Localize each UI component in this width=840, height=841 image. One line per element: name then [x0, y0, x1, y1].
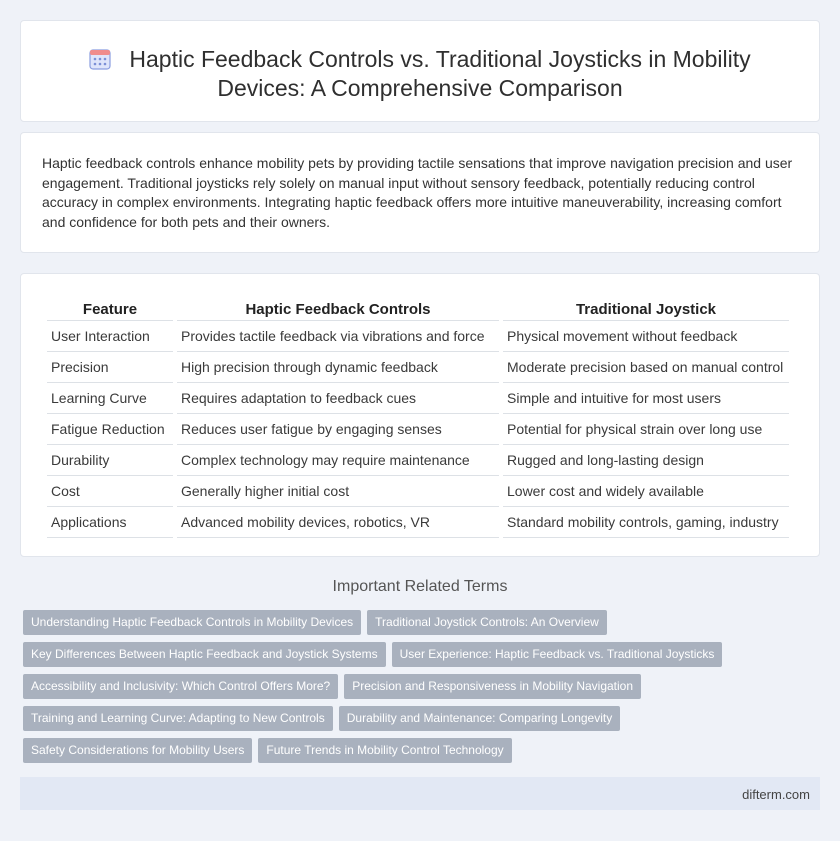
- related-terms-row: [23, 642, 813, 674]
- page-title-text: Haptic Feedback Controls vs. Traditional Joysticks in Mobility Devices: A Comprehensive Comparison: [129, 46, 751, 101]
- table-cell: Potential for physical strain over long use: [503, 414, 789, 445]
- table-cell: Physical movement without feedback: [503, 321, 789, 352]
- table-header-row: [47, 296, 789, 321]
- related-term-tag[interactable]: Safety Considerations for Mobility Users: [23, 738, 252, 763]
- table-cell: Simple and intuitive for most users: [503, 383, 789, 414]
- table-row: [47, 383, 789, 414]
- table-cell: Advanced mobility devices, robotics, VR: [177, 507, 499, 538]
- table-cell: High precision through dynamic feedback: [177, 352, 499, 383]
- table-cell: Lower cost and widely available: [503, 476, 789, 507]
- table-cell: Cost: [47, 476, 173, 507]
- related-terms-row: [23, 706, 813, 738]
- table-row: [47, 445, 789, 476]
- table-cell: Applications: [47, 507, 173, 538]
- table-cell: Reduces user fatigue by engaging senses: [177, 414, 499, 445]
- table-row: [47, 352, 789, 383]
- related-terms-row: [23, 738, 813, 770]
- table-cell: Standard mobility controls, gaming, industry: [503, 507, 789, 538]
- table-row: [47, 321, 789, 352]
- table-cell: Requires adaptation to feedback cues: [177, 383, 499, 414]
- related-terms-row: [23, 610, 813, 642]
- table-row: [47, 476, 789, 507]
- intro-card: [20, 132, 820, 253]
- table-cell: Fatigue Reduction: [47, 414, 173, 445]
- related-term-tag[interactable]: Training and Learning Curve: Adapting to New Controls: [23, 706, 333, 731]
- column-header: Feature: [47, 296, 173, 321]
- related-terms-list: [23, 610, 813, 770]
- table-cell: User Interaction: [47, 321, 173, 352]
- related-term-tag[interactable]: User Experience: Haptic Feedback vs. Traditional Joysticks: [392, 642, 723, 667]
- comparison-table: [43, 296, 793, 538]
- comparison-table-card: [20, 273, 820, 557]
- related-term-tag[interactable]: Key Differences Between Haptic Feedback and Joystick Systems: [23, 642, 386, 667]
- table-row: [47, 507, 789, 538]
- related-term-tag[interactable]: Traditional Joystick Controls: An Overview: [367, 610, 607, 635]
- related-terms-row: [23, 674, 813, 706]
- footer-site[interactable]: difterm.com: [742, 787, 810, 802]
- header-card: [20, 20, 820, 122]
- calendar-grid-icon: [89, 48, 111, 70]
- related-term-tag[interactable]: Future Trends in Mobility Control Technology: [258, 738, 511, 763]
- table-cell: Provides tactile feedback via vibrations and force: [177, 321, 499, 352]
- related-term-tag[interactable]: Precision and Responsiveness in Mobility Navigation: [344, 674, 641, 699]
- intro-paragraph: Haptic feedback controls enhance mobility pets by providing tactile sensations that improve navigation precision and user engagement. Traditional joysticks rely solely on manual input without sensory feedback, potentially reducing control accuracy in complex environments. Integrating haptic feedback offers more intuitive maneuverability, increasing comfort and confidence for both pets and their owners.: [42, 155, 793, 230]
- table-cell: Durability: [47, 445, 173, 476]
- page-title: [21, 45, 819, 103]
- table-cell: Learning Curve: [47, 383, 173, 414]
- table-row: [47, 414, 789, 445]
- related-terms-title: Important Related Terms: [332, 578, 508, 595]
- footer: [20, 777, 820, 810]
- table-cell: Generally higher initial cost: [177, 476, 499, 507]
- related-term-tag[interactable]: Understanding Haptic Feedback Controls in Mobility Devices: [23, 610, 361, 635]
- column-header: Traditional Joystick: [503, 296, 789, 321]
- related-term-tag[interactable]: Durability and Maintenance: Comparing Longevity: [339, 706, 620, 731]
- table-cell: Complex technology may require maintenance: [177, 445, 499, 476]
- table-cell: Moderate precision based on manual control: [503, 352, 789, 383]
- related-term-tag[interactable]: Accessibility and Inclusivity: Which Control Offers More?: [23, 674, 338, 699]
- column-header: Haptic Feedback Controls: [177, 296, 499, 321]
- table-cell: Precision: [47, 352, 173, 383]
- table-cell: Rugged and long-lasting design: [503, 445, 789, 476]
